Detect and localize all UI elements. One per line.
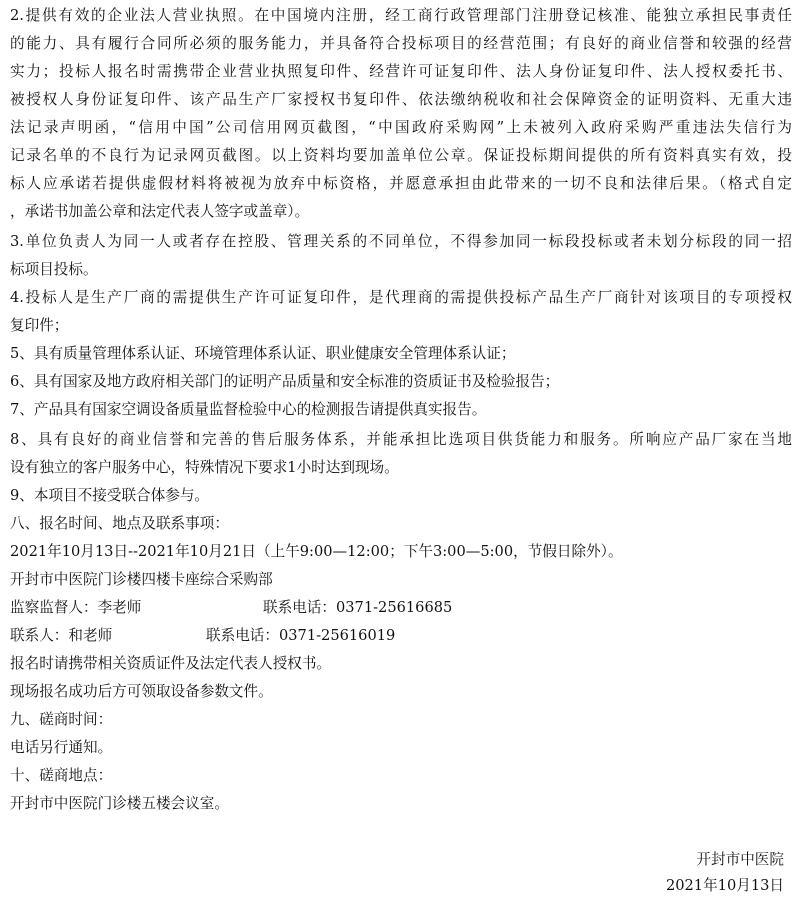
requirement-9: 9、本项目不接受联合体参与。 bbox=[10, 487, 210, 504]
requirement-6: 6、具有国家及地方政府相关部门的证明产品质量和安全标准的资质证书及检验报告； bbox=[10, 373, 560, 390]
section-8-heading: 八、报名时间、地点及联系事项： bbox=[10, 515, 229, 532]
supervisor-label: 监察监督人：李老师 bbox=[10, 599, 142, 616]
requirement-2-line-3: 实力；投标人报名时需携带企业营业执照复印件、经营许可证复印件、法人身份证复印件、法人授权委托书、 bbox=[10, 63, 792, 80]
requirement-5: 5、具有质量管理体系认证、环境管理体系认证、职业健康安全管理体系认证； bbox=[10, 345, 516, 362]
contact-label: 联系人：和老师 bbox=[10, 627, 113, 644]
section-9-heading: 九、磋商时间： bbox=[10, 711, 113, 728]
requirement-3-line-2: 标项目投标。 bbox=[10, 261, 98, 278]
contact-phone: 联系电话：0371-25616019 bbox=[206, 627, 396, 644]
requirement-4-line-2: 复印件； bbox=[10, 317, 69, 334]
requirement-7: 7、产品具有国家空调设备质量监督检验中心的检测报告请提供真实报告。 bbox=[10, 401, 487, 418]
registration-date-range: 2021年10月13日--2021年10月21日（上午9:00—12:00；下午3:00—5:00，节假日除外）。 bbox=[10, 543, 623, 560]
requirement-8-line-1: 8、具有良好的商业信誉和完善的售后服务体系，并能承担比选项目供货能力和服务。所响应产品厂家在当地 bbox=[10, 431, 792, 448]
requirement-2-line-5: 法记录声明函，“信用中国”公司信用网页截图，“中国政府采购网”上未被列入政府采购严重违法失信行为 bbox=[10, 119, 792, 136]
section-10-heading: 十、磋商地点： bbox=[10, 767, 113, 784]
requirement-2-line-8: ，承诺书加盖公章和法定代表人签字或盖章）。 bbox=[10, 203, 310, 220]
registration-location: 开封市中医院门诊楼四楼卡座综合采购部 bbox=[10, 571, 273, 588]
requirement-2-line-6: 记录名单的不良行为记录网页截图。以上资料均要加盖单位公章。保证投标期间提供的所有资料真实有效，投 bbox=[10, 147, 792, 164]
negotiation-time: 电话另行通知。 bbox=[10, 739, 113, 756]
requirement-8-line-2: 设有独立的客户服务中心，特殊情况下要求1小时达到现场。 bbox=[10, 459, 399, 476]
requirement-3-line-1: 3.单位负责人为同一人或者存在控股、管理关系的不同单位，不得参加同一标段投标或者未划分标段的同一招 bbox=[10, 233, 792, 250]
supervisor-row bbox=[10, 598, 792, 618]
contact-row bbox=[10, 626, 792, 646]
requirement-4-line-1: 4.投标人是生产厂商的需提供生产许可证复印件，是代理商的需提供投标产品生产厂商针对该项目的专项授权 bbox=[10, 289, 792, 306]
requirement-2-line-1: 2.提供有效的企业法人营业执照。在中国境内注册，经工商行政管理部门注册登记核准、能独立承担民事责任 bbox=[10, 7, 792, 24]
signature-date: 2021年10月13日 bbox=[665, 877, 784, 894]
negotiation-location: 开封市中医院门诊楼五楼会议室。 bbox=[10, 795, 229, 812]
signature-organization: 开封市中医院 bbox=[696, 851, 784, 868]
registration-note-2: 现场报名成功后方可领取设备参数文件。 bbox=[10, 683, 273, 700]
requirement-2-line-2: 的能力、具有履行合同所必须的服务能力，并具备符合投标项目的经营范围；有良好的商业信誉和较强的经营 bbox=[10, 35, 792, 52]
requirement-2-line-4: 被授权人身份证复印件、该产品生产厂家授权书复印件、依法缴纳税收和社会保障资金的证明资料、无重大违 bbox=[10, 91, 792, 108]
registration-note-1: 报名时请携带相关资质证件及法定代表人授权书。 bbox=[10, 655, 332, 672]
requirement-2-line-7: 标人应承诺若提供虚假材料将被视为放弃中标资格，并愿意承担由此带来的一切不良和法律后果。（格式自定 bbox=[10, 175, 792, 192]
supervisor-phone: 联系电话：0371-25616685 bbox=[263, 599, 453, 616]
